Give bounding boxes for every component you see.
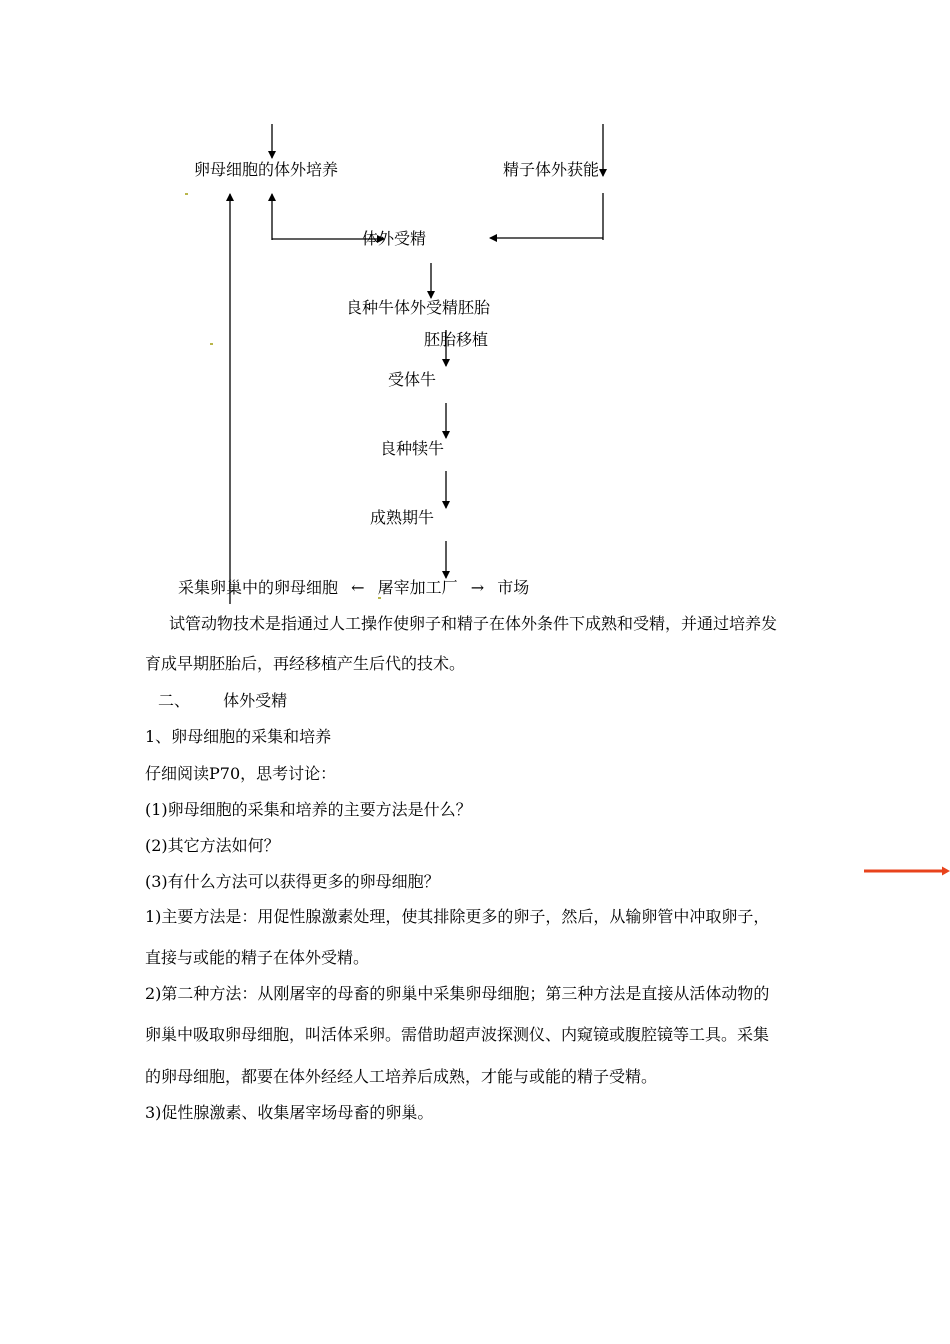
- flow-bottom-row: [178, 578, 529, 598]
- answer-2-line-3: 的卵母细胞，都要在体外经经人工培养后成熟，才能与或能的精子受精。: [145, 1067, 658, 1086]
- flow-recipient-cow: 受体牛: [388, 370, 437, 389]
- flow-mature-cow: 成熟期牛: [370, 508, 435, 527]
- flow-collect-oocytes: 采集卵巢中的卵母细胞: [178, 578, 339, 597]
- section-title: 体外受精: [223, 691, 288, 710]
- speck-mark: [378, 597, 381, 599]
- flow-embryo-transfer: 胚胎移植: [424, 330, 489, 349]
- section-heading: [158, 690, 823, 712]
- subheading-oocyte-collection: 1、卵母细胞的采集和培养: [145, 727, 332, 746]
- flow-oocyte-culture: 卵母细胞的体外培养: [194, 160, 339, 179]
- flow-market: 市场: [497, 578, 530, 597]
- answer-1-line-2: 直接与或能的精子在体外受精。: [145, 948, 370, 967]
- flow-slaughterhouse: 屠宰加工厂: [377, 578, 458, 597]
- definition-line-2: 育成早期胚胎后，再经移植产生后代的技术。: [145, 654, 466, 673]
- flow-calf: 良种犊牛: [380, 439, 445, 458]
- question-1: (1)卵母细胞的采集和培养的主要方法是什么？: [145, 800, 472, 819]
- flow-ivf: 体外受精: [362, 229, 427, 248]
- speck-mark: [185, 193, 188, 195]
- question-3: (3)有什么方法可以获得更多的卵母细胞？: [145, 872, 440, 891]
- answer-2-line-1: 2)第二种方法：从刚屠宰的母畜的卵巢中采集卵母细胞；第三种方法是直接从活体动物的: [145, 984, 770, 1003]
- flow-sperm-capacitation: 精子体外获能: [503, 160, 600, 179]
- flow-ivf-embryo: 良种牛体外受精胚胎: [346, 298, 491, 317]
- reading-instruction: 仔细阅读P70，思考讨论：: [145, 764, 337, 783]
- left-arrow-glyph: ←: [351, 578, 365, 597]
- answer-2-line-2: 卵巢中吸取卵母细胞，叫活体采卵。需借助超声波探测仪、内窥镜或腹腔镜等工具。采集: [145, 1025, 770, 1044]
- definition-line-1: 试管动物技术是指通过人工操作使卵子和精子在体外条件下成熟和受精，并通过培养发: [169, 614, 778, 633]
- answer-1-line-1: 1)主要方法是：用促性腺激素处理，使其排除更多的卵子，然后，从输卵管中冲取卵子，: [145, 907, 770, 926]
- question-2: (2)其它方法如何？: [145, 836, 280, 855]
- answer-3: 3)促性腺激素、收集屠宰场母畜的卵巢。: [145, 1103, 434, 1122]
- red-arrow-icon: [864, 866, 950, 876]
- right-arrow-glyph: →: [470, 578, 485, 597]
- speck-mark: [210, 343, 213, 345]
- section-number: 二、: [158, 691, 191, 710]
